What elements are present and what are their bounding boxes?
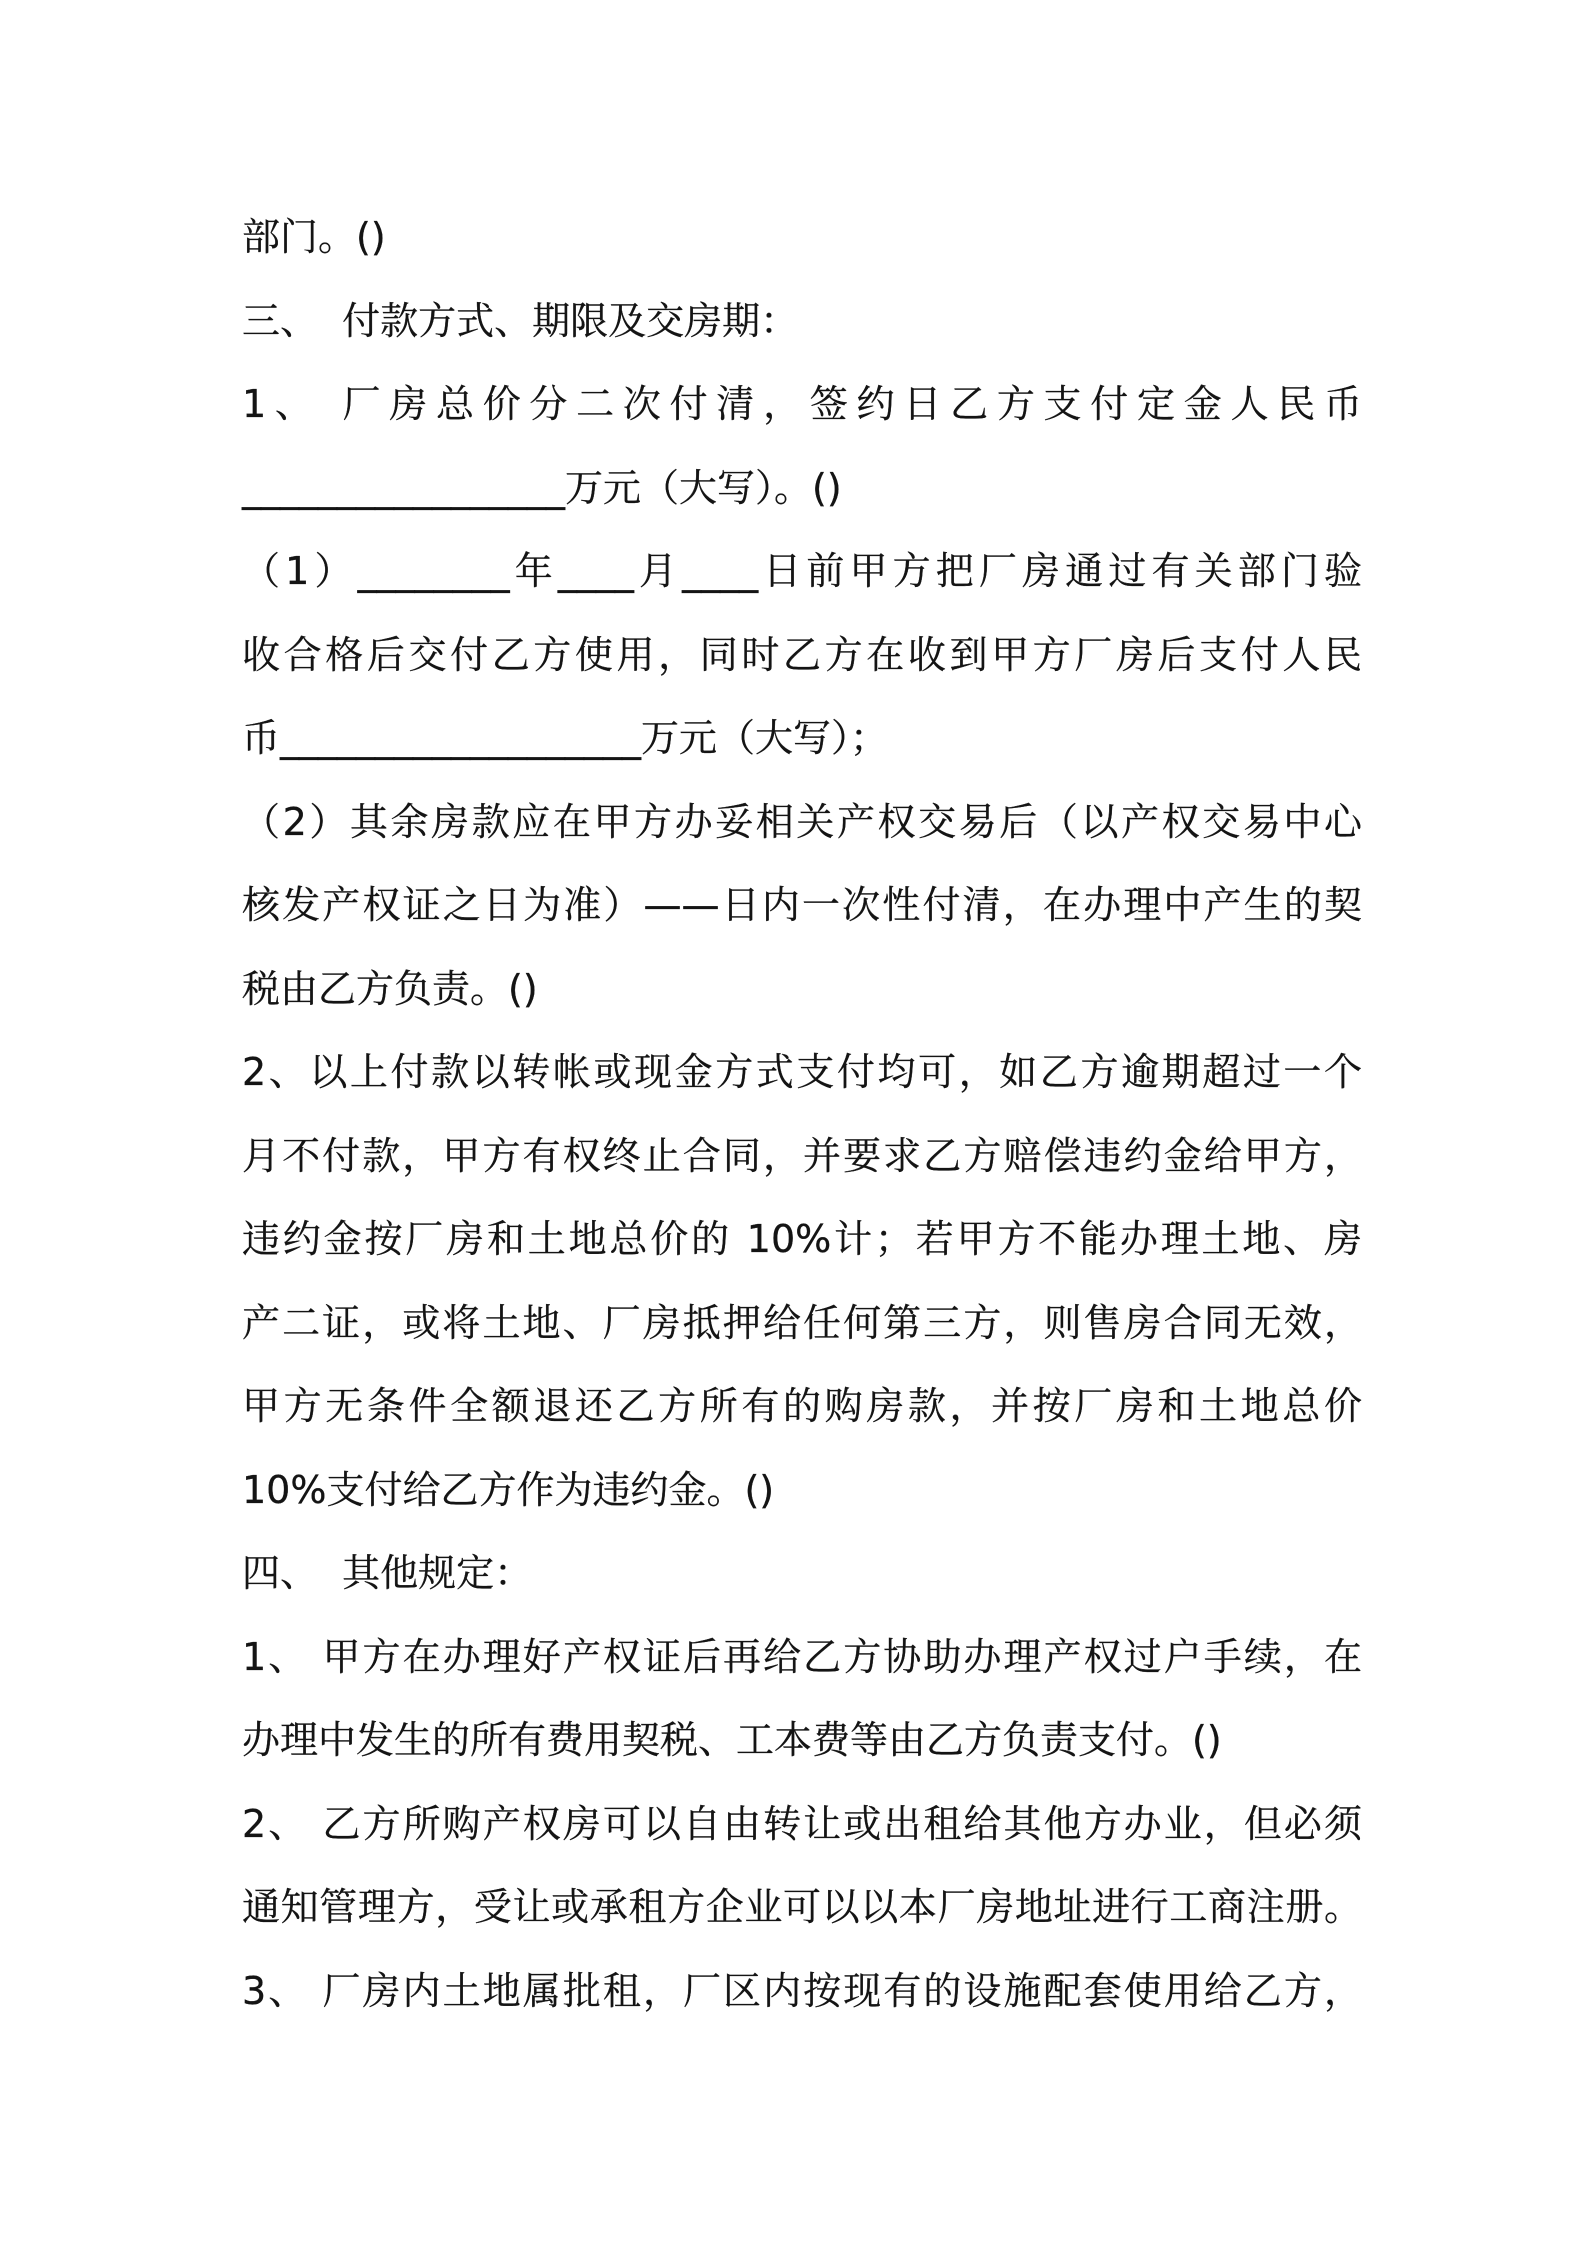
text-line: 甲方无条件全额退还乙方所有的购房款，并按厂房和土地总价 — [242, 1384, 1362, 1428]
text-line: 收合格后交付乙方使用，同时乙方在收到甲方厂房后支付人民 — [242, 632, 1362, 677]
text-line: 办理中发生的所有费用契税、工本费等由乙方负责支付。() — [242, 1718, 1222, 1762]
text-line: 币___________________万元（大写）； — [242, 716, 889, 760]
text-line: 通知管理方，受让或承租方企业可以以本厂房地址进行工商注册。 — [242, 1885, 1362, 1929]
text-line: 1、 厂房总价分二次付清，签约日乙方支付定金人民币 — [242, 382, 1362, 426]
text-line: 核发产权证之日为准）——日内一次性付清，在办理中产生的契 — [242, 883, 1362, 927]
text-line: 税由乙方负责。() — [242, 966, 538, 1011]
text-line: 10%支付给乙方作为违约金。() — [242, 1467, 775, 1512]
text-line: （1）________年____月____日前甲方把厂房通过有关部门验 — [242, 549, 1362, 593]
text-line: 产二证，或将土地、厂房抵押给任何第三方，则售房合同无效， — [242, 1300, 1362, 1345]
text-line: 月不付款，甲方有权终止合同，并要求乙方赔偿违约金给甲方， — [242, 1133, 1362, 1178]
text-line: 2、 乙方所购产权房可以自由转让或出租给其他方办业，但必须 — [242, 1801, 1362, 1846]
text-line: 1、 甲方在办理好产权证后再给乙方协助办理产权过户手续，在 — [242, 1634, 1362, 1679]
text-line: 2、以上付款以转帐或现金方式支付均可，如乙方逾期超过一个 — [242, 1050, 1362, 1094]
text-line: 违约金按厂房和土地总价的 10%计；若甲方不能办理土地、房 — [242, 1217, 1362, 1261]
document-body — [242, 196, 1362, 2033]
text-line: 3、 厂房内土地属批租，厂区内按现有的设施配套使用给乙方， — [242, 1968, 1362, 2013]
text-line: 部门。() — [242, 215, 386, 259]
text-line: _________________万元（大写）。() — [242, 465, 842, 510]
section-heading: 三、 付款方式、期限及交房期： — [242, 298, 799, 343]
section-heading: 四、 其他规定： — [242, 1551, 533, 1595]
text-line: （2）其余房款应在甲方办妥相关产权交易后（以产权交易中心 — [242, 799, 1362, 844]
